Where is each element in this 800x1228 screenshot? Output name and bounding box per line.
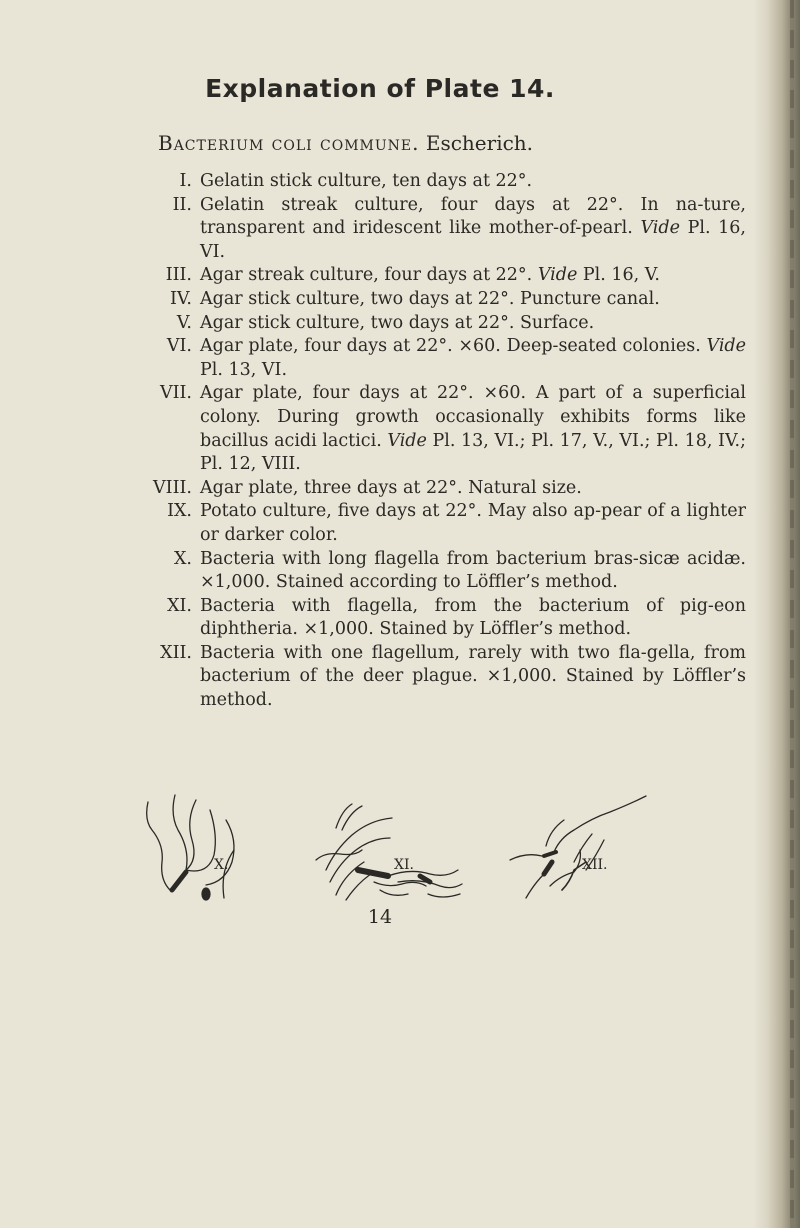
- entry-number: I.: [179, 171, 192, 191]
- entry-text-part: Agar streak culture, four days at 22°.: [200, 265, 538, 286]
- entry-xii: [0, 642, 760, 713]
- entry-text: Bacteria with one flagellum, rarely with two fla-gella, from bacterium of the deer plague. ×1,000. Stained by Löffler’s method.: [200, 642, 746, 711]
- entry-text: Bacteria with flagella, from the bacterium of pig-eon diphtheria. ×1,000. Stained by Löffler’s method.: [200, 595, 746, 640]
- entry-text: Agar stick culture, two days at 22°. Puncture canal.: [200, 288, 660, 309]
- flagella-illustrations: [130, 790, 670, 910]
- figure-label-xii: XII.: [582, 857, 608, 873]
- entry-number: IV.: [169, 288, 192, 309]
- plate-subtitle: [158, 131, 533, 155]
- entry-text: [200, 264, 746, 288]
- vide-italic: Vide: [706, 336, 746, 357]
- species-author: Escherich.: [425, 131, 534, 155]
- entry-number: XII.: [160, 642, 192, 663]
- entry-number: V.: [176, 312, 192, 333]
- entry-number: II.: [172, 194, 192, 215]
- entry-text: Agar plate, three days at 22°. Natural size.: [200, 477, 582, 498]
- figure-x-drawing: [147, 795, 234, 900]
- entry-text: [200, 335, 746, 382]
- entry-number: VII.: [159, 383, 192, 404]
- figure-label-xi: XI.: [394, 857, 414, 873]
- entry-number: X.: [173, 548, 192, 569]
- entry-text: Gelatin stick culture, ten days at 22°.: [200, 171, 533, 191]
- entry-xi: [0, 595, 760, 642]
- species-name: Bacterium coli commune.: [158, 131, 420, 155]
- entry-x: [0, 548, 760, 595]
- entry-text: Agar stick culture, two days at 22°. Surface.: [200, 312, 595, 333]
- entry-text: Bacteria with long flagella from bacterium bras-sicæ acidæ. ×1,000. Stained according to Löffler’s method.: [200, 548, 746, 593]
- entry-ii: [0, 194, 760, 265]
- entry-vii: [0, 382, 760, 476]
- entry-number: VIII.: [153, 477, 192, 498]
- entry-text: Potato culture, five days at 22°. May also ap-pear of a lighter or darker color.: [200, 501, 746, 545]
- entry-text: [200, 382, 746, 476]
- figure-xi-drawing: [316, 804, 462, 900]
- page-number: 14: [367, 906, 393, 928]
- entry-text-part: Gelatin streak culture, four days at 22°. In na-ture, transparent and iridescent like mother-of-pearl.: [200, 194, 746, 239]
- vide-italic: Vide: [537, 265, 578, 286]
- entry-text-part: Pl. 13, VI.; Pl. 17, V., VI.; Pl. 18, IV.; Pl. 12, VIII.: [200, 430, 746, 475]
- entry-v: [0, 312, 760, 336]
- entry-number: XI.: [167, 595, 192, 616]
- entry-ix: [0, 500, 760, 547]
- entry-text-part: Pl. 16, V.: [577, 265, 660, 286]
- entry-text-part: Pl. 16, VI.: [200, 218, 746, 262]
- entry-text-part: Agar plate, four days at 22°. ×60. Deep-seated colonies.: [200, 336, 707, 357]
- entry-number: IX.: [167, 501, 192, 522]
- entry-text-part: Agar plate, four days at 22°. ×60. A part of a superficial colony. During growth occasionally exhibits forms like bacillus acidi lactici.: [200, 383, 746, 451]
- entry-text-part: Pl. 13, VI.: [200, 359, 288, 380]
- figure-xii-drawing: [510, 796, 646, 898]
- binding-shadow: [790, 0, 794, 1228]
- page-title: Explanation of Plate 14.: [205, 74, 555, 103]
- entry-number: III.: [165, 265, 192, 286]
- entry-iii: [0, 264, 760, 288]
- entry-i: [0, 170, 760, 194]
- entry-number: VI.: [166, 336, 192, 357]
- entry-iv: [0, 288, 760, 312]
- entry-text: [200, 194, 746, 265]
- vide-italic: Vide: [387, 430, 427, 451]
- entry-list: [0, 170, 760, 713]
- entry-vi: [0, 335, 760, 382]
- vide-italic: Vide: [640, 218, 680, 239]
- entry-viii: [0, 477, 760, 501]
- figure-label-x: X.: [214, 857, 229, 873]
